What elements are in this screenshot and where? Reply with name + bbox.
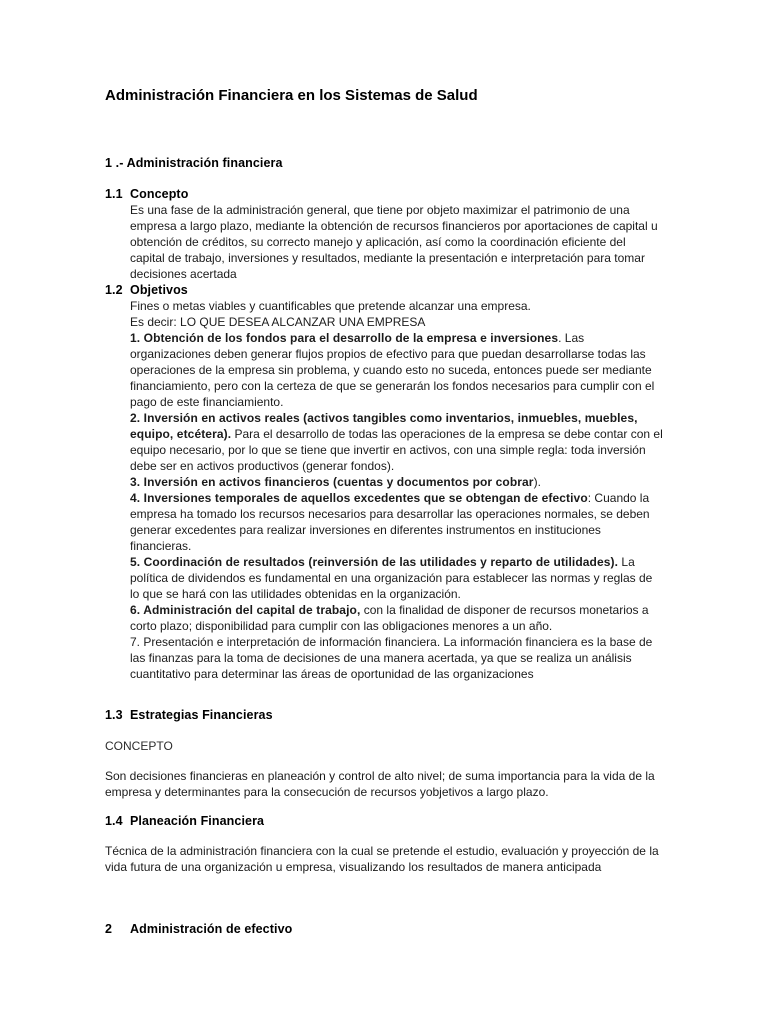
- planeacion-paragraph: Técnica de la administración financiera con la cual se pretende el estudio, evaluación y proyección de la vida futura de una organización u empresa, visualizando los resultados de manera anticipada: [105, 844, 659, 874]
- objetivo-item-7: [130, 634, 663, 682]
- section-number-2: 2: [105, 922, 113, 936]
- objetivo-item-4-lead: 4. Inversiones temporales de aquellos excedentes que se obtengan de efectivo: [130, 491, 588, 505]
- objetivo-item-2: [130, 410, 663, 474]
- objetivo-item-6-text: con la finalidad de disponer de recursos monetarios a corto plazo; disponibilidad para cumplir con las obligaciones menores a un año.: [130, 603, 649, 633]
- objetivo-item-1-text: . Las organizaciones deben generar flujos propios de efectivo para que puedan desarrollarse todas las operaciones de la empresa sin problema, y cuando esto no suceda, entonces puede ser mediante financiamiento, pero con la certeza de que se generarán los fondos necesarios para cumplir con el pago de este financiamiento.: [130, 331, 655, 409]
- section-heading-estrategias: Estrategias Financieras: [130, 708, 273, 722]
- section-number-1-1: 1.1: [105, 187, 123, 201]
- objetivo-item-2-text: Para el desarrollo de todas las operaciones de la empresa se debe contar con el equipo necesario, por lo que se tiene que invertir en activos, con una simple regla: toda inversión debe ser en activos productivos (generar fondos).: [130, 427, 663, 473]
- objetivo-item-5: [130, 554, 663, 602]
- objetivos-intro-line: Fines o metas viables y cuantificables que pretende alcanzar una empresa.: [130, 299, 531, 313]
- objetivo-item-6-lead: 6. Administración del capital de trabajo,: [130, 603, 361, 617]
- objetivo-item-1-lead: 1. Obtención de los fondos para el desarrollo de la empresa e inversiones: [130, 331, 559, 345]
- heading-1-4-planeacion: [105, 813, 663, 829]
- objetivos-es-decir-line: Es decir: LO QUE DESEA ALCANZAR UNA EMPRESA: [130, 315, 426, 329]
- section-heading-efectivo: Administración de efectivo: [130, 922, 293, 936]
- section-heading-objetivos: Objetivos: [130, 283, 188, 297]
- concepto-paragraph: Es una fase de la administración general, que tiene por objeto maximizar el patrimonio de una empresa a largo plazo, mediante la obtención de recursos financieros por aportaciones de capital u obtención de créditos, su correcto manejo y aplicación, así como la coordinación eficiente del capital de trabajo, inversiones y resultados, mediante la presentación e interpretación para tomar decisiones acertada: [130, 203, 658, 281]
- heading-administracion-financiera: 1 .- Administración financiera: [105, 156, 283, 170]
- heading-2-administracion-efectivo: [105, 921, 663, 937]
- heading-1-2-objetivos: [105, 282, 663, 298]
- objetivo-item-4: [130, 490, 663, 554]
- document-title: Administración Financiera en los Sistemas de Salud: [105, 87, 478, 104]
- section-number-1-2: 1.2: [105, 283, 123, 297]
- section-number-1-4: 1.4: [105, 814, 123, 828]
- objetivo-item-3-text: ).: [533, 475, 541, 489]
- section-heading-planeacion: Planeación Financiera: [130, 814, 265, 828]
- concepto-label: CONCEPTO: [105, 739, 173, 753]
- section-number-1-3: 1.3: [105, 708, 123, 722]
- objetivo-item-3-lead: 3. Inversión en activos financieros (cuentas y documentos por cobrar: [130, 475, 534, 489]
- objetivo-item-5-lead: 5. Coordinación de resultados (reinversión de las utilidades y reparto de utilidades).: [130, 555, 619, 569]
- section-heading-concepto: Concepto: [130, 187, 189, 201]
- objetivo-item-6: [130, 602, 663, 634]
- objetivo-item-4-text: : Cuando la empresa ha tomado los recursos necesarios para desarrollar las operaciones normales, se deben generar excedentes para realizar inversiones en diferentes instrumentos en instituciones financieras.: [130, 491, 650, 553]
- heading-1-1-concepto: [105, 186, 663, 202]
- objetivo-item-1: [130, 330, 663, 410]
- objetivo-item-5-text: La política de dividendos es fundamental en una organización para establecer las normas y reglas de lo que se hará con las utilidades obtenidas en la organización.: [130, 555, 653, 601]
- heading-1-3-estrategias: [105, 707, 663, 723]
- objetivo-item-3: [130, 474, 663, 490]
- objetivo-item-2-lead: 2. Inversión en activos reales (activos tangibles como inventarios, inmuebles, muebles, equipo, etcétera).: [130, 411, 638, 441]
- estrategias-paragraph: Son decisiones financieras en planeación y control de alto nivel; de suma importancia para la vida de la empresa y determinantes para la consecución de recursos yobjetivos a largo plazo.: [105, 769, 655, 799]
- objetivo-item-7-text: 7. Presentación e interpretación de información financiera. La información financiera es la base de las finanzas para la toma de decisiones de una manera acertada, ya que se realiza un análisis cuantitativo para determinar las áreas de oportunidad de las organizaciones: [130, 635, 653, 681]
